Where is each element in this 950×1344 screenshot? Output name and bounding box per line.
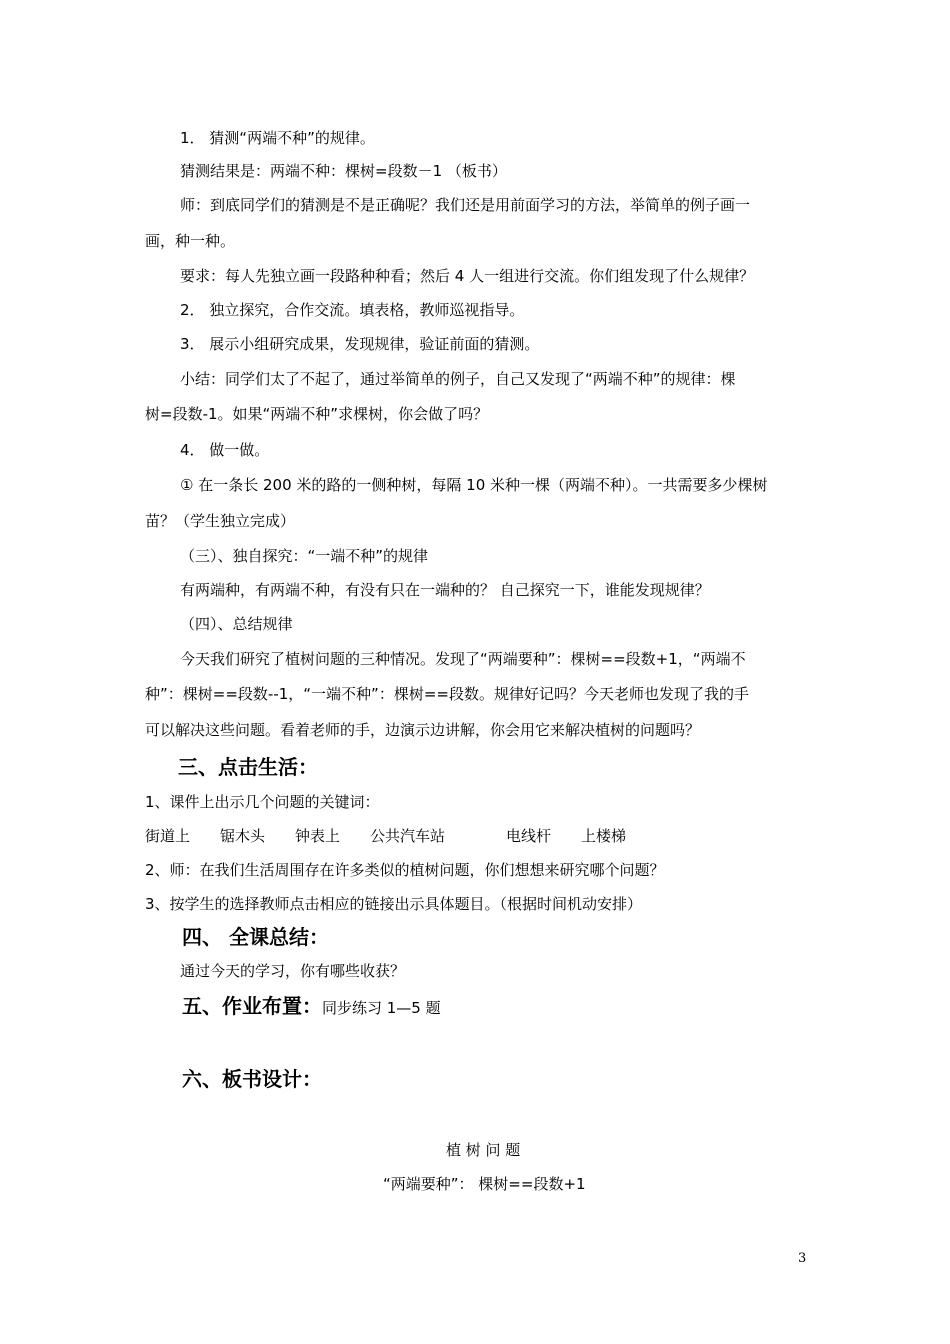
step-4: 4． 做一做。: [180, 441, 270, 459]
teacher-question-cont: 画，种一种。: [145, 232, 236, 250]
guess-result: 猜测结果是：两端不种：棵树=段数－1 （板书）: [180, 162, 507, 180]
section-5-title: 五、作业布置：: [182, 994, 322, 1018]
section-4-text: 通过今天的学习，你有哪些收获？: [180, 962, 406, 980]
rules-summary: 今天我们研究了植树问题的三种情况。发现了“两端要种”：棵树==段数+1，“两端不: [180, 650, 746, 668]
step-2: 2． 独立探究，合作交流。填表格，教师巡视指导。: [180, 301, 525, 319]
keyword-stairs: 上楼梯: [581, 827, 627, 845]
section-4-heading: 四、 全课总结：: [182, 925, 329, 949]
step-3: 3． 展示小组研究成果，发现规律，验证前面的猜测。: [180, 335, 540, 353]
keyword-telephone-pole: 电线杆: [506, 827, 552, 845]
requirement: 要求：每人先独立画一段路种种看；然后 4 人一组进行交流。你们组发现了什么规律？: [180, 267, 755, 285]
subsection-3: （三）、独自探究：“一端不种”的规律: [180, 547, 429, 565]
step-1-guess: 1． 猜测“两端不种”的规律。: [180, 129, 375, 147]
keyword-bus-stop: 公共汽车站: [370, 827, 446, 845]
section-5-heading: [182, 993, 441, 1021]
board-rule-both-ends: “两端要种”： 棵树==段数+1: [383, 1175, 586, 1193]
keyword-sawing-wood: 锯木头: [220, 827, 266, 845]
summary: 小结：同学们太了不起了，通过举简单的例子，自己又发现了“两端不种”的规律：棵: [180, 370, 736, 388]
summary-cont: 树=段数-1。如果“两端不种”求棵树，你会做了吗？: [145, 405, 489, 423]
exercise-1-cont: 苗？（学生独立完成）: [145, 512, 296, 530]
exercise-1: ① 在一条长 200 米的路的一侧种树，每隔 10 米种一棵（两端不种）。一共需要多少棵树: [180, 476, 768, 494]
section-3-item-1: 1、课件上出示几个问题的关键词：: [145, 793, 380, 811]
section-3-item-3: 3、按学生的选择教师点击相应的链接出示具体题目。（根据时间机动安排）: [145, 895, 643, 913]
section-3-heading: 三、点击生活：: [178, 755, 318, 779]
rules-summary-cont-1: 种”：棵树==段数--1，“一端不种”：棵树==段数。规律好记吗？今天老师也发现了我的手: [145, 685, 749, 703]
page-number: 3: [798, 1251, 807, 1266]
keyword-street: 街道上: [145, 827, 191, 845]
section-3-item-2: 2、师：在我们生活周围存在许多类似的植树问题，你们想想来研究哪个问题？: [145, 861, 665, 879]
rules-summary-cont-2: 可以解决这些问题。看着老师的手，边演示边讲解，你会用它来解决植树的问题吗？: [145, 721, 701, 739]
section-6-heading: 六、板书设计：: [182, 1067, 322, 1091]
board-title: 植 树 问 题: [446, 1141, 521, 1159]
teacher-question: 师：到底同学们的猜测是不是正确呢？我们还是用前面学习的方法，举简单的例子画一: [180, 196, 751, 214]
one-end-question: 有两端种，有两端不种，有没有只在一端种的？ 自己探究一下，谁能发现规律？: [180, 581, 710, 599]
section-5-homework: 同步练习 1—5 题: [322, 999, 441, 1017]
keyword-clock: 钟表上: [295, 827, 341, 845]
subsection-4: （四）、总结规律: [180, 615, 293, 633]
